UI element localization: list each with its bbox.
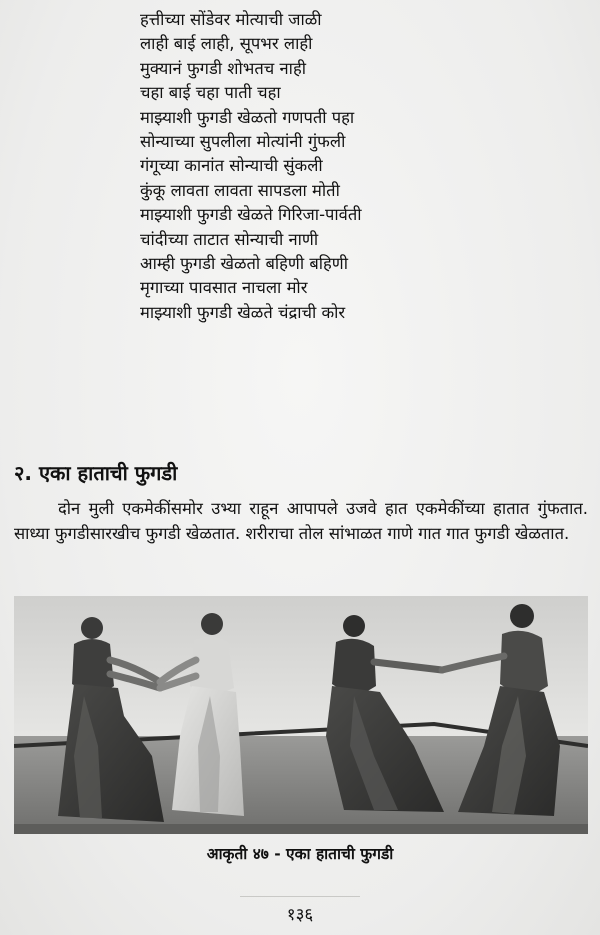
poem-line: लाही बाई लाही, सूपभर लाही	[140, 34, 313, 54]
footer-divider	[240, 896, 360, 897]
poem-line: माझ्याशी फुगडी खेळते गिरिजा-पार्वती	[140, 205, 362, 225]
section-paragraph: दोन मुली एकमेकींसमोर उभ्या राहून आपापले उजवे हात एकमेकींच्या हातात गुंफतात. साध्या फुगडीसारखीच फुगडी खेळतात. शरीराचा तोल सांभाळत गाणे गात गात फुगडी खेळतात.	[14, 499, 588, 543]
poem-line: आम्ही फुगडी खेळतो बहिणी बहिणी	[140, 253, 349, 273]
poem-line: गंगूच्या कानांत सोन्याची सुंकली	[140, 156, 323, 176]
poem-line: मुक्यानं फुगडी शोभतच नाही	[140, 58, 306, 78]
page-number: १३६	[286, 905, 314, 925]
poem-line: माझ्याशी फुगडी खेळतो गणपती पहा	[140, 107, 355, 127]
figure-caption: आकृती ४७ - एका हाताची फुगडी	[206, 845, 394, 863]
poem-line: सोन्याच्या सुपलीला मोत्यांनी गुंफली	[140, 131, 346, 151]
figure-photo	[14, 596, 588, 834]
poem-line: कुंकू लावता लावता सापडला मोती	[140, 180, 340, 200]
poem-line: चांदीच्या ताटात सोन्याची नाणी	[140, 229, 319, 249]
poem-line: चहा बाई चहा पाती चहा	[140, 83, 281, 103]
fugdi-song	[140, 8, 580, 325]
poem-line: मृगाच्या पावसात नाचला मोर	[140, 278, 308, 298]
poem-line: माझ्याशी फुगडी खेळते चंद्राची कोर	[140, 302, 346, 322]
poem-line: हत्तीच्या सोंडेवर मोत्याची जाळी	[140, 10, 322, 29]
section-heading: २. एका हाताची फुगडी	[14, 461, 178, 485]
